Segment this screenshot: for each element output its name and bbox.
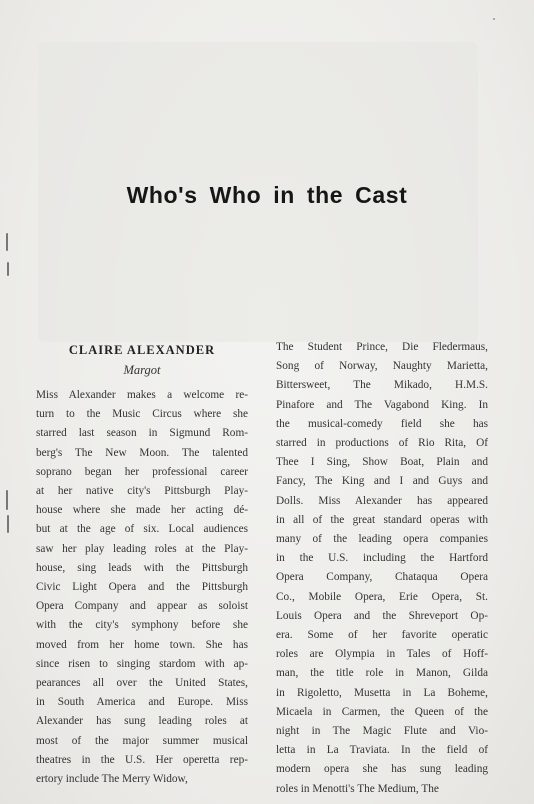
left-column — [36, 338, 248, 789]
text-line: in Rigoletto, Musetta in La Boheme, — [276, 686, 488, 699]
text-line: ertory include The Merry Widow, — [36, 773, 188, 786]
text-line: Civic Light Opera and the Pittsburgh — [36, 581, 248, 594]
text-line: berg's The New Moon. The talented — [36, 446, 248, 459]
text-line: moved from her home town. She has — [36, 638, 248, 651]
text-line: roles are Olympia in Tales of Hoff- — [276, 648, 488, 661]
text-line: Co., Mobile Opera, Erie Opera, St. — [276, 590, 488, 603]
text-line: night in The Magic Flute and Vio- — [276, 725, 488, 738]
text-line: era. Some of her favorite operatic — [276, 629, 488, 642]
text-line: Thee I Sing, Show Boat, Plain and — [276, 456, 488, 469]
text-line: Opera Company and appear as soloist — [36, 600, 248, 613]
text-line: many of the leading opera companies — [276, 533, 488, 546]
text-line: Alexander has sung leading roles at — [36, 715, 248, 728]
binding-mark — [7, 515, 9, 533]
text-line: pearances all over the United States, — [36, 677, 248, 690]
page-title: Who's Who in the Cast — [126, 182, 408, 208]
text-line: Louis Opera and the Shreveport Op- — [276, 609, 488, 622]
text-line: the musical-comedy field she has — [276, 417, 488, 430]
text-line: house where she made her acting dé- — [36, 504, 248, 517]
text-line: Bittersweet, The Mikado, H.M.S. — [276, 379, 488, 392]
speck — [493, 18, 495, 20]
text-line: at her native city's Pittsburgh Play- — [36, 485, 248, 498]
text-line: with the city's symphony before she — [36, 619, 248, 632]
performer-role: Margot — [123, 363, 161, 377]
text-line: Micaela in Carmen, the Queen of the — [276, 705, 488, 718]
binding-mark — [7, 262, 9, 276]
text-line: theatres in the U.S. Her operetta rep- — [36, 753, 248, 766]
text-line: house, sing leads with the Pittsburgh — [36, 561, 248, 574]
right-column — [276, 338, 488, 799]
text-line: since risen to singing stardom with ap- — [36, 657, 248, 670]
text-line: Pinafore and The Vagabond King. In — [276, 398, 488, 411]
text-line: man, the title role in Manon, Gilda — [276, 667, 488, 680]
text-line: roles in Menotti's The Medium, The — [276, 782, 439, 795]
text-line: The Student Prince, Die Fledermaus, — [276, 341, 488, 353]
text-line: starred last season in Sigmund Rom- — [36, 427, 248, 440]
performer-name: CLAIRE ALEXANDER — [68, 343, 216, 357]
right-bio-text — [276, 338, 488, 799]
text-line: starred in productions of Rio Rita, Of — [276, 437, 488, 450]
text-line: Miss Alexander makes a welcome re- — [36, 389, 248, 401]
text-line: in the U.S. including the Hartford — [276, 552, 488, 565]
text-line: Song of Norway, Naughty Marietta, — [276, 360, 488, 373]
binding-mark — [6, 490, 8, 510]
text-line: Dolls. Miss Alexander has appeared — [276, 494, 488, 507]
text-line: saw her play leading roles at the Play- — [36, 542, 248, 555]
text-line: turn to the Music Circus where she — [36, 408, 248, 421]
text-line: modern opera she has sung leading — [276, 763, 488, 776]
text-line: in South America and Europe. Miss — [36, 696, 248, 709]
text-line: Fancy, The King and I and Guys and — [276, 475, 488, 488]
left-bio-text — [36, 386, 248, 789]
text-line: soprano began her professional career — [36, 465, 248, 478]
binding-mark — [6, 233, 8, 251]
text-line: most of the major summer musical — [36, 734, 248, 747]
text-line: in all of the great standard operas with — [276, 513, 488, 526]
text-line: but at the age of six. Local audiences — [36, 523, 248, 536]
text-line: Opera Company, Chataqua Opera — [276, 571, 488, 584]
text-line: letta in La Traviata. In the field of — [276, 744, 488, 757]
